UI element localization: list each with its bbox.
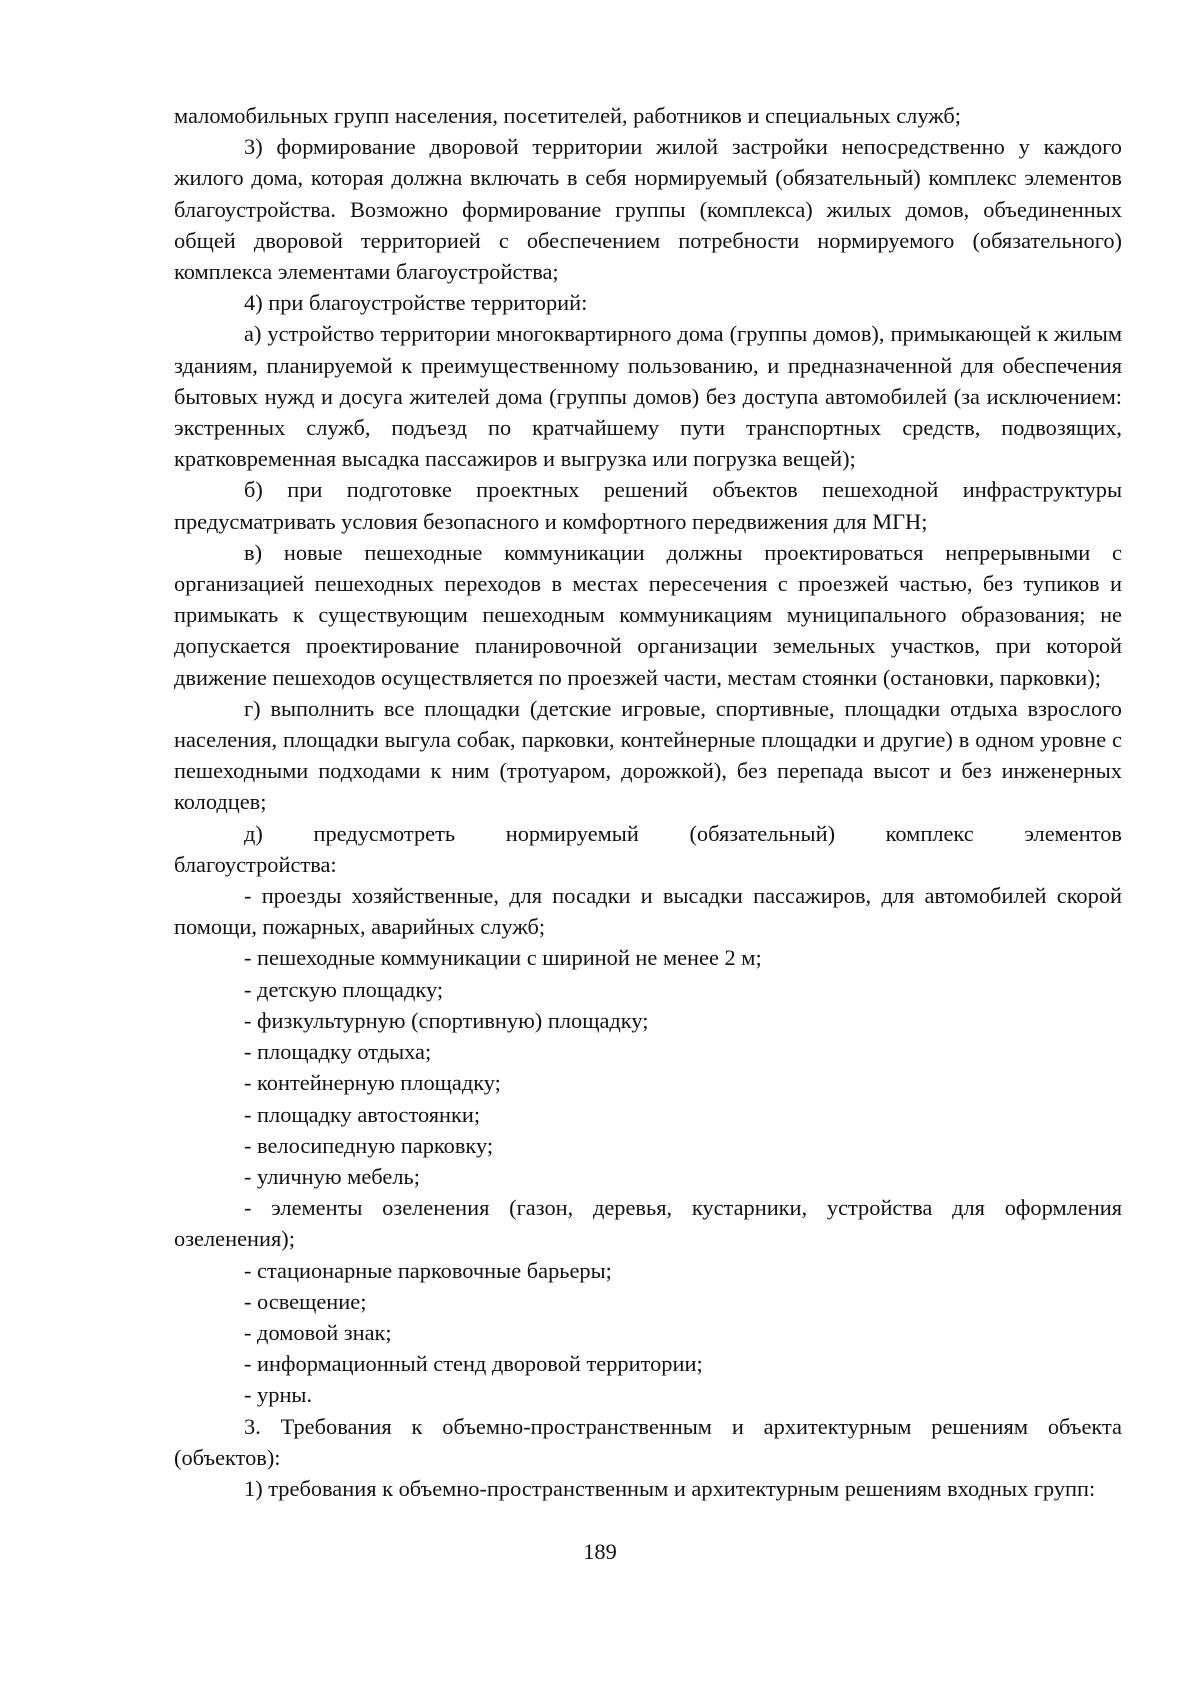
list-item: - пешеходные коммуникации с шириной не менее 2 м; (244, 945, 762, 971)
list-item: - проезды хозяйственные, для посадки и высадки пассажиров, для автомобилей скорой помощи, пожарных, аварийных служб; (174, 883, 1122, 940)
paragraph: д) предусмотреть нормируемый (обязательный) комплекс элементов благоустройства: (174, 820, 1122, 877)
paragraph: г) выполнить все площадки (детские игровые, спортивные, площадки отдыха взрослого населения, площадки выгула собак, парковки, контейнерные площадки и другие) в одном уровне с пешеходными подходами к ним (тротуаром, дорожкой), без перепада высот и без инженерных колодцев; (174, 695, 1122, 815)
section-heading: 3. Требования к объемно-пространственным и архитектурным решениям объекта (объектов): (174, 1413, 1122, 1470)
list-item: - урны. (244, 1382, 313, 1408)
paragraph: б) при подготовке проектных решений объектов пешеходной инфраструктуры предусматривать условия безопасного и комфортного передвижения для МГН; (174, 477, 1122, 534)
list-item: - велосипедную парковку; (244, 1132, 494, 1158)
paragraph: в) новые пешеходные коммуникации должны проектироваться непрерывными с организацией пешеходных переходов в местах пересечения с проезжей частью, без тупиков и примыкать к существующим пешеходным коммуникациям муниципального образования; не допускается проектирование планировочной организации земельных участков, при которой движение пешеходов осуществляется по проезжей части, местам стоянки (остановки, парковки); (174, 539, 1122, 690)
list-item: - контейнерную площадку; (244, 1070, 501, 1096)
page-number: 189 (583, 1539, 617, 1564)
paragraph: 4) при благоустройстве территорий: (244, 290, 588, 316)
list-item: - детскую площадку; (244, 976, 444, 1002)
list-item: - площадку отдыха; (244, 1039, 432, 1065)
list-item: - стационарные парковочные барьеры; (244, 1257, 612, 1283)
list-item: - освещение; (244, 1288, 367, 1314)
paragraph: 1) требования к объемно-пространственным и архитектурным решениям входных групп: (244, 1475, 1096, 1501)
list-item: - уличную мебель; (244, 1163, 420, 1189)
list-item: - элементы озеленения (газон, деревья, кустарники, устройства для оформления озеленения); (174, 1195, 1122, 1252)
list-item: - физкультурную (спортивную) площадку; (244, 1007, 649, 1033)
list-item: - площадку автостоянки; (244, 1101, 481, 1127)
paragraph: маломобильных групп населения, посетителей, работников и специальных служб; (174, 103, 962, 128)
paragraph: 3) формирование дворовой территории жилой застройки непосредственно у каждого жилого дома, которая должна включать в себя нормируемый (обязательный) комплекс элементов благоустройства. Возможно формирование группы (комплекса) жилых домов, объединенных общей дворовой территорией с обеспечением потребности нормируемого (обязательного) комплекса элементами благоустройства; (174, 134, 1122, 285)
list-item: - информационный стенд дворовой территории; (244, 1351, 703, 1377)
body-text (174, 100, 1122, 1504)
paragraph: а) устройство территории многоквартирного дома (группы домов), примыкающей к жилым зданиям, планируемой к преимущественному пользованию, и предназначенной для обеспечения бытовых нужд и досуга жителей дома (группы домов) без доступа автомобилей (за исключением: экстренных служб, подъезд по кратчайшему пути транспортных средств, подвозящих, кратковременная высадка пассажиров и выгрузка или погрузка вещей); (174, 321, 1122, 472)
list-item: - домовой знак; (244, 1319, 392, 1345)
